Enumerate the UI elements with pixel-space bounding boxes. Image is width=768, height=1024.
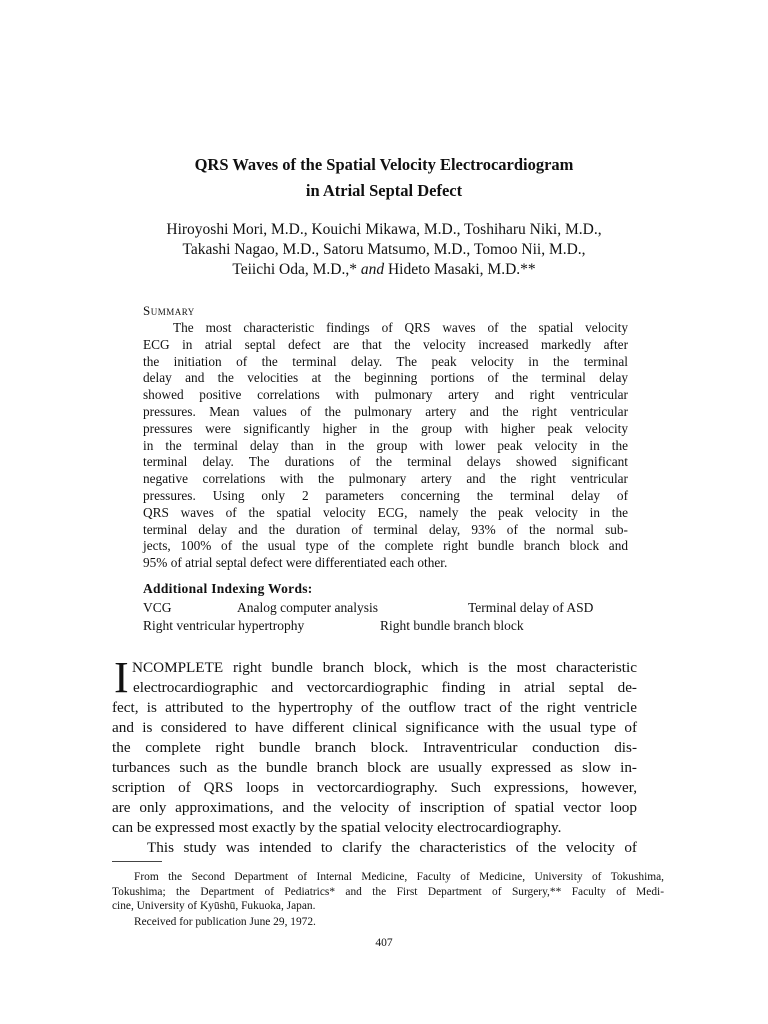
summary-line: The most characteristic findings of QRS waves of the spatial velocity — [173, 320, 628, 335]
authors-line-1: Hiroyoshi Mori, M.D., Kouichi Mikawa, M.D., Toshiharu Niki, M.D., — [166, 221, 602, 238]
index-word: Right bundle branch block — [380, 618, 524, 633]
body-line: can be expressed most exactly by the spatial velocity electrocardiography. — [112, 819, 562, 836]
body-line: turbances such as the bundle branch block are usually expressed as slow in- — [112, 759, 637, 776]
summary-heading: Summary — [143, 303, 195, 318]
authors-line-2: Takashi Nagao, M.D., Satoru Matsumo, M.D., Tomoo Nii, M.D., — [182, 241, 586, 258]
summary-line: QRS waves of the spatial velocity ECG, namely the peak velocity in the — [143, 504, 628, 520]
footnote — [112, 870, 664, 929]
summary-line: 95% of atrial septal defect were differentiated each other. — [143, 555, 448, 571]
summary-line: delay and the velocities at the beginning portions of the terminal delay — [143, 370, 628, 386]
index-word: Terminal delay of ASD — [468, 600, 594, 615]
body-line: This study was intended to clarify the characteristics of the velocity of — [147, 839, 637, 856]
index-word: Analog computer analysis — [237, 600, 378, 615]
authors-line-3 — [0, 260, 768, 280]
summary-line: pressures. Mean values of the pulmonary artery and the right ventricular — [143, 403, 628, 419]
index-word: Right ventricular hypertrophy — [143, 618, 305, 633]
authors-line-3-a: Teiichi Oda, M.D.,* — [232, 261, 361, 278]
summary-line: terminal delay. The durations of the terminal delays showed significant — [143, 454, 628, 470]
summary-line: in the terminal delay than in the group with lower peak velocity in the — [143, 437, 628, 453]
body-line: fect, is attributed to the hypertrophy of the outflow tract of the right ventricle — [112, 699, 637, 716]
footnote-line: Tokushima; the Department of Pediatrics* and the First Department of Surgery,** Faculty of Medi- — [112, 885, 664, 898]
received-date: Received for publication June 29, 1972. — [134, 915, 316, 928]
summary-line: negative correlations with the pulmonary artery and the right ventricular — [143, 471, 628, 487]
footnote-divider — [112, 861, 162, 862]
footnote-line: cine, University of Kyūshū, Fukuoka, Japan. — [112, 900, 316, 912]
summary-line: the initiation of the terminal delay. The peak velocity in the terminal — [143, 353, 628, 369]
summary-line: pressures were significantly higher in the group with higher peak velocity — [143, 420, 628, 436]
body-line: electrocardiographic and vectorcardiographic finding in atrial septal de- — [133, 679, 637, 696]
article-title — [0, 152, 768, 204]
summary-line: jects, 100% of the usual type of the complete right bundle branch block and — [143, 538, 628, 554]
body-line: scription of QRS loops in vectorcardiography. Such expressions, however, — [112, 779, 637, 796]
body-line: and is considered to have different clinical significance with the usual type of — [112, 719, 637, 736]
summary-text — [143, 320, 628, 572]
body-line: the complete right bundle branch block. Intraventricular conduction dis- — [112, 739, 637, 756]
summary-line: ECG in atrial septal defect are that the velocity increased markedly after — [143, 336, 628, 352]
indexing-heading: Additional Indexing Words: — [143, 581, 313, 596]
index-word: VCG — [143, 600, 172, 615]
authors-and: and — [360, 261, 385, 278]
drop-cap: I — [114, 653, 129, 702]
footnote-line: From the Second Department of Internal Medicine, Faculty of Medicine, University of Tokushima, — [134, 871, 664, 883]
summary-line: showed positive correlations with pulmonary artery and right ventricular — [143, 387, 628, 403]
body-line: NCOMPLETE right bundle branch block, which is the most characteristic — [132, 659, 637, 676]
authors-line-3-b: Hideto Masaki, M.D.** — [384, 261, 536, 278]
body-text — [112, 653, 637, 858]
summary-line: terminal delay and the duration of terminal delay, 93% of the normal sub- — [143, 521, 628, 537]
title-line-1: QRS Waves of the Spatial Velocity Electrocardiogram — [194, 155, 574, 174]
body-line: are only approximations, and the velocity of inscription of spatial vector loop — [112, 799, 637, 816]
author-list — [0, 220, 768, 280]
page-number: 407 — [375, 937, 393, 949]
summary-line: pressures. Using only 2 parameters concerning the terminal delay of — [143, 487, 628, 503]
title-line-2: in Atrial Septal Defect — [305, 181, 463, 200]
